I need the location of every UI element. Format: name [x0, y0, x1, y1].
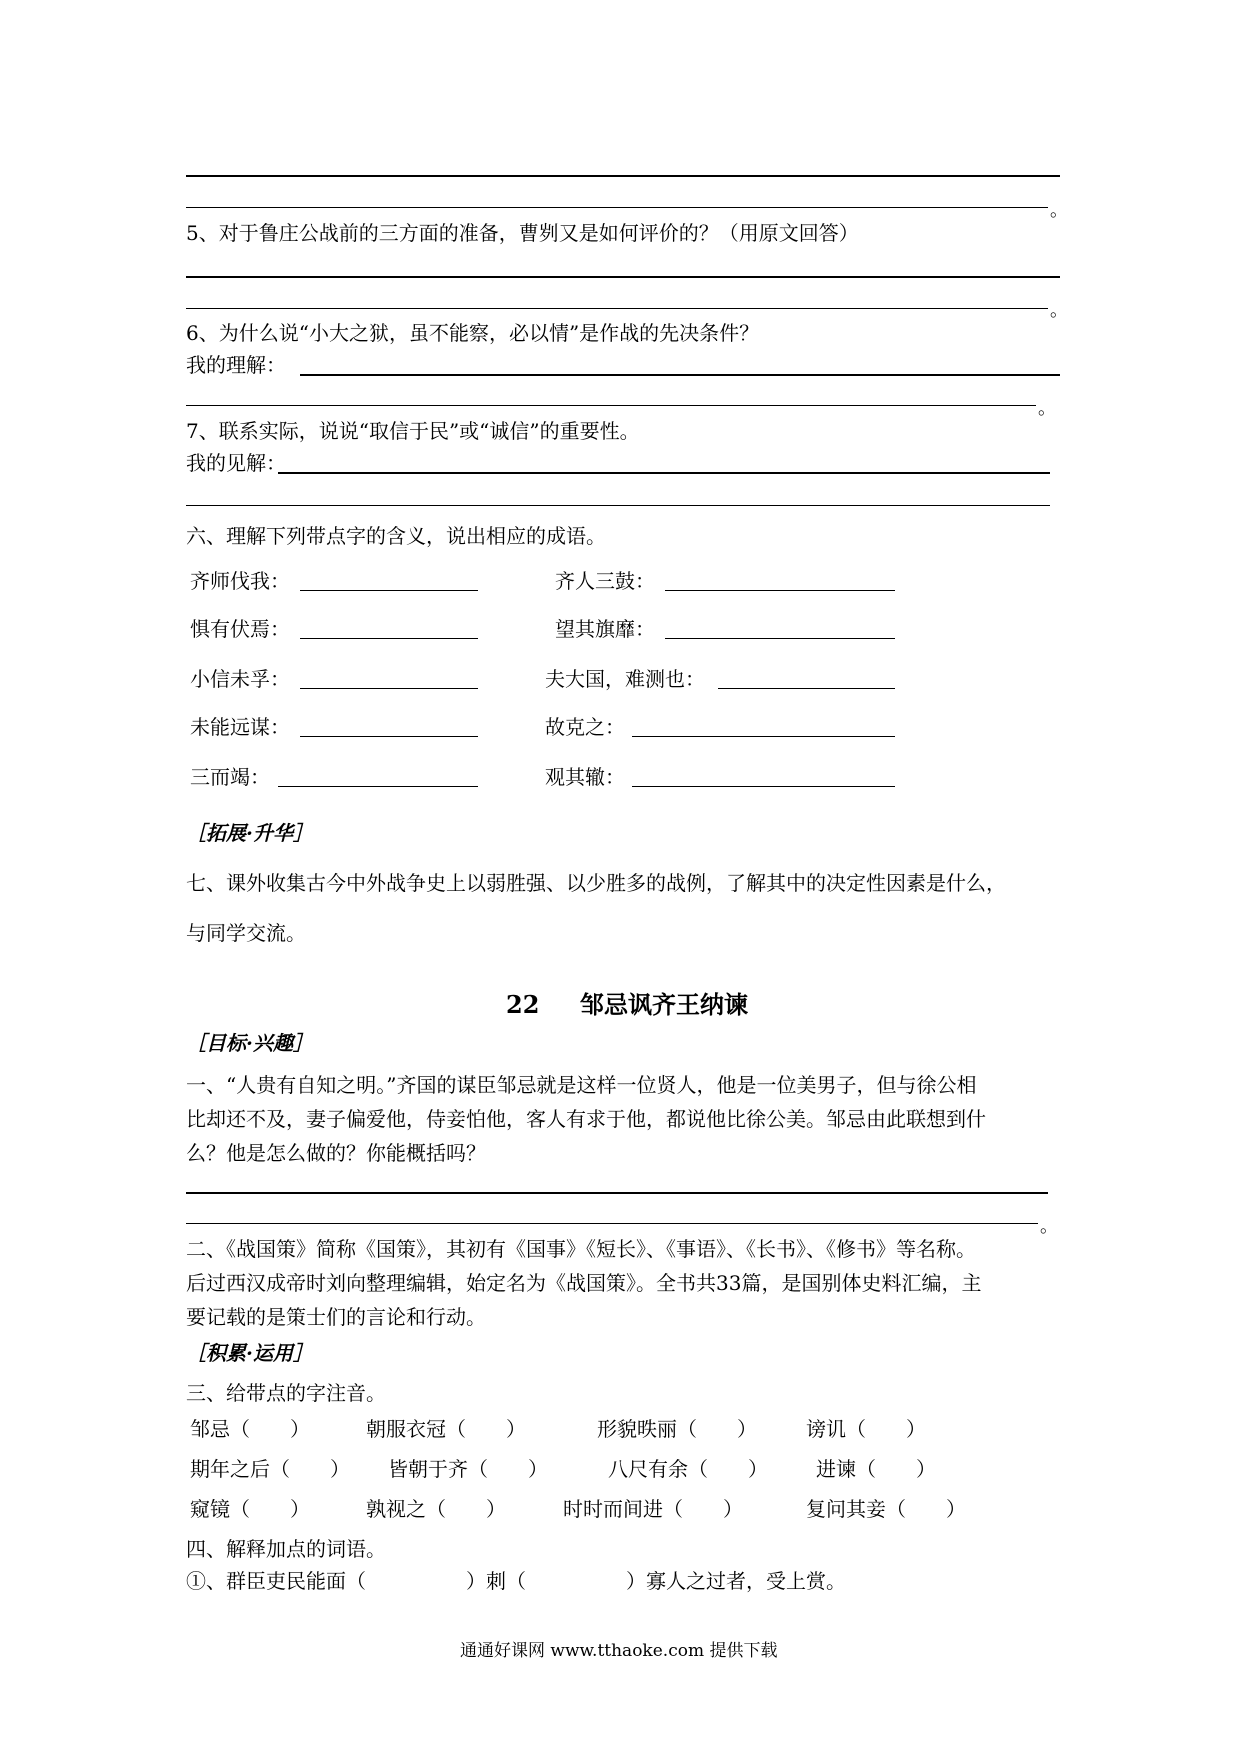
pinyin-item: 进谏（ ） [816, 1457, 936, 1481]
paragraph-1-line2: 比却还不及，妻子偏爱他，侍妾怕他，客人有求于他，都说他比徐公美。邹忌由此联想到什 [186, 1107, 986, 1131]
section-4-item-1: ①、群臣吏民能面（ ）刺（ ）寡人之过者，受上赏。 [186, 1569, 846, 1593]
answer-line [186, 1192, 1048, 1194]
my-understanding-label: 我的理解： [186, 353, 286, 377]
answer-line [665, 590, 895, 591]
paragraph-2-line2: 后过西汉成帝时刘向整理编辑，始定名为《战国策》。全书共33篇，是国别体史料汇编，主 [186, 1271, 982, 1295]
answer-line [665, 638, 895, 639]
period-mark: 。 [1050, 300, 1068, 321]
pinyin-item: 期年之后（ ） [190, 1457, 350, 1481]
period-mark: 。 [1040, 1216, 1058, 1237]
answer-line [186, 207, 1048, 208]
paragraph-2-line1: 二、《战国策》简称《国策》，其初有《国事》《短长》、《事语》、《长书》、《修书》等名称。 [186, 1237, 976, 1261]
answer-line [718, 688, 895, 689]
period-mark: 。 [1050, 200, 1068, 221]
section-3-heading: 三、给带点的字注音。 [186, 1381, 386, 1405]
lesson-title: 邹忌讽齐王纳谏 [580, 990, 748, 1019]
word-item: 齐师伐我： [190, 569, 290, 593]
answer-line [186, 175, 1060, 177]
question-5: 5、对于鲁庄公战前的三方面的准备，曹刿又是如何评价的？（用原文回答） [186, 221, 859, 245]
question-6: 6、为什么说“小大之狱，虽不能察，必以情”是作战的先决条件？ [186, 321, 760, 345]
answer-line [300, 590, 478, 591]
word-item: 夫大国，难测也： [545, 667, 705, 691]
answer-line [300, 638, 478, 639]
period-mark: 。 [1038, 398, 1056, 419]
paragraph-1-line1: 一、“人贵有自知之明。”齐国的谋臣邹忌就是这样一位贤人，他是一位美男子，但与徐公相 [186, 1073, 977, 1097]
word-item: 未能远谋： [190, 715, 290, 739]
answer-line [186, 405, 1036, 406]
pinyin-item: 形貌昳丽（ ） [597, 1417, 757, 1441]
answer-line [186, 1223, 1038, 1224]
my-opinion-label: 我的见解： [186, 451, 286, 475]
lesson-number: 22 [506, 990, 540, 1019]
paragraph-2-line3: 要记载的是策士们的言论和行动。 [186, 1305, 486, 1329]
section-heading-goal: ［目标·兴趣］ [186, 1031, 313, 1055]
pinyin-item: 皆朝于齐（ ） [388, 1457, 548, 1481]
word-item: 小信未孚： [190, 667, 290, 691]
word-item: 惧有伏焉： [190, 617, 290, 641]
answer-line [278, 472, 1050, 474]
section-heading-accumulate: ［积累·运用］ [186, 1341, 313, 1365]
word-item: 故克之： [545, 715, 625, 739]
answer-line [300, 374, 1060, 376]
section-heading-expand: ［拓展·升华］ [186, 821, 313, 845]
pinyin-item: 窥镜（ ） [190, 1497, 310, 1521]
answer-line [300, 688, 478, 689]
answer-line [300, 736, 478, 737]
section-4-heading: 四、解释加点的词语。 [186, 1537, 386, 1561]
pinyin-item: 孰视之（ ） [366, 1497, 506, 1521]
section-7-line1: 七、课外收集古今中外战争史上以弱胜强、以少胜多的战例，了解其中的决定性因素是什么， [186, 871, 1006, 895]
pinyin-item: 八尺有余（ ） [608, 1457, 768, 1481]
page-footer: 通通好课网 www.tthaoke.com 提供下载 [460, 1641, 778, 1661]
question-7: 7、联系实际，说说“取信于民”或“诚信”的重要性。 [186, 419, 640, 443]
answer-line [186, 276, 1060, 278]
pinyin-item: 时时而间进（ ） [563, 1497, 743, 1521]
word-item: 望其旗靡： [555, 617, 655, 641]
section-6-heading: 六、理解下列带点字的含义，说出相应的成语。 [186, 524, 606, 548]
word-item: 齐人三鼓： [555, 569, 655, 593]
pinyin-item: 邹忌（ ） [190, 1417, 310, 1441]
answer-line [632, 736, 895, 737]
pinyin-item: 复问其妾（ ） [806, 1497, 966, 1521]
answer-line [278, 786, 478, 787]
pinyin-item: 谤讥（ ） [806, 1417, 926, 1441]
answer-line [186, 505, 1050, 506]
section-7-line2: 与同学交流。 [186, 921, 306, 945]
answer-line [632, 786, 895, 787]
word-item: 观其辙： [545, 765, 625, 789]
pinyin-item: 朝服衣冠（ ） [366, 1417, 526, 1441]
paragraph-1-line3: 么？他是怎么做的？你能概括吗？ [186, 1141, 486, 1165]
answer-line [186, 308, 1048, 309]
word-item: 三而竭： [190, 765, 270, 789]
